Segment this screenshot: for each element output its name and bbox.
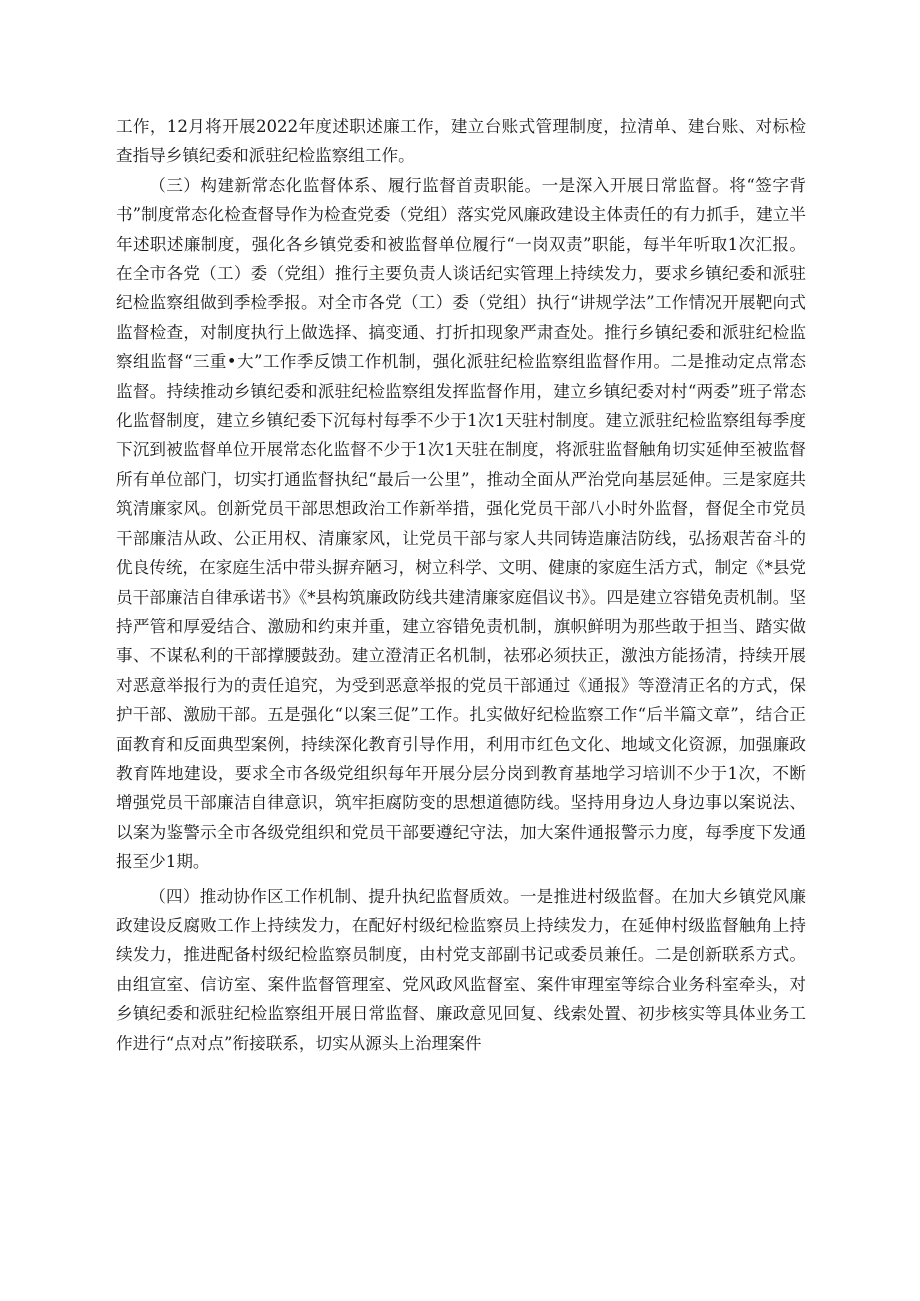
paragraph-continuation: 工作，12月将开展2022年度述职述廉工作，建立台账式管理制度，拉清单、建台账、对标检查指导乡镇纪委和派驻纪检监察组工作。	[116, 117, 806, 166]
paragraph-section-three: （三）构建新常态化监督体系、履行监督首责职能。一是深入开展日常监督。将“签字背书”制度常态化检查督导作为检查党委（党组）落实党风廉政建设主体责任的有力抓手，建立半年述职述廉制度，强化各乡镇党委和被监督单位履行“一岗双责”职能，每半年听取1次汇报。在全市各党（工）委（党组）推行主要负责人谈话纪实管理上持续发力，要求乡镇纪委和派驻纪检监察组做到季检季报。对全市各党（工）委（党组）执行“讲规学法”工作情况开展靶向式监督检查，对制度执行上做选择、搞变通、打折扣现象严肃查处。推行乡镇纪委和派驻纪检监察组监督“三重•大”工作季反馈工作机制，强化派驻纪检监察组监督作用。二是推动定点常态监督。持续推动乡镇纪委和派驻纪检监察组发挥监督作用，建立乡镇纪委对村“两委”班子常态化监督制度，建立乡镇纪委下沉每村每季不少于1次1天驻村制度。建立派驻纪检监察组每季度下沉到被监督单位开展常态化监督不少于1次1天驻在制度，将派驻监督触角切实延伸至被监督所有单位部门，切实打通监督执纪“最后一公里”，推动全面从严治党向基层延伸。三是家庭共筑清廉家风。创新党员干部思想政治工作新举措，强化党员干部八小时外监督，督促全市党员干部廉洁从政、公正用权、清廉家风，让党员干部与家人共同铸造廉洁防线，弘扬艰苦奋斗的优良传统，在家庭生活中带头摒弃陋习，树立科学、文明、健康的家庭生活方式，制定《*县党员干部廉洁自律承诺书》《*县构筑廉政防线共建清廉家庭倡议书》。四是建立容错免责机制。坚持严管和厚爱结合、激励和约束并重，建立容错免责机制，旗帜鲜明为那些敢于担当、踏实做事、不谋私利的干部撑腰鼓劲。建立澄清正名机制，祛邪必须扶正，激浊方能扬清，持续开展对恶意举报行为的责任追究，为受到恶意举报的党员干部通过《通报》等澄清正名的方式，保护干部、激励干部。五是强化“以案三促”工作。扎实做好纪检监察工作“后半篇文章”，结合正面教育和反面典型案例，持续深化教育引导作用，利用市红色文化、地域文化资源，加强廉政教育阵地建设，要求全市各级党组织每年开展分层分岗到教育基地学习培训不少于1次，不断增强党员干部廉洁自律意识，筑牢拒腐防变的思想道德防线。坚持用身边人身边事以案说法、以案为鉴警示全市各级党组织和党员干部要遵纪守法，加大案件通报警示力度，每季度下发通报至少1期。	[116, 175, 806, 872]
paragraph-section-four: （四）推动协作区工作机制、提升执纪监督质效。一是推进村级监督。在加大乡镇党风廉政建设反腐败工作上持续发力，在配好村级纪检监察员上持续发力，在延伸村级监督触角上持续发力，推进配备村级纪检监察员制度，由村党支部副书记或委员兼任。二是创新联系方式。由组宣室、信访室、案件监督管理室、党风政风监督室、案件审理室等综合业务科室牵头，对乡镇纪委和派驻纪检监察组开展日常监督、廉政意见回复、线索处置、初步核实等具体业务工作进行“点对点”衔接联系，切实从源头上治理案件	[116, 886, 806, 1053]
document-body	[116, 112, 806, 1058]
